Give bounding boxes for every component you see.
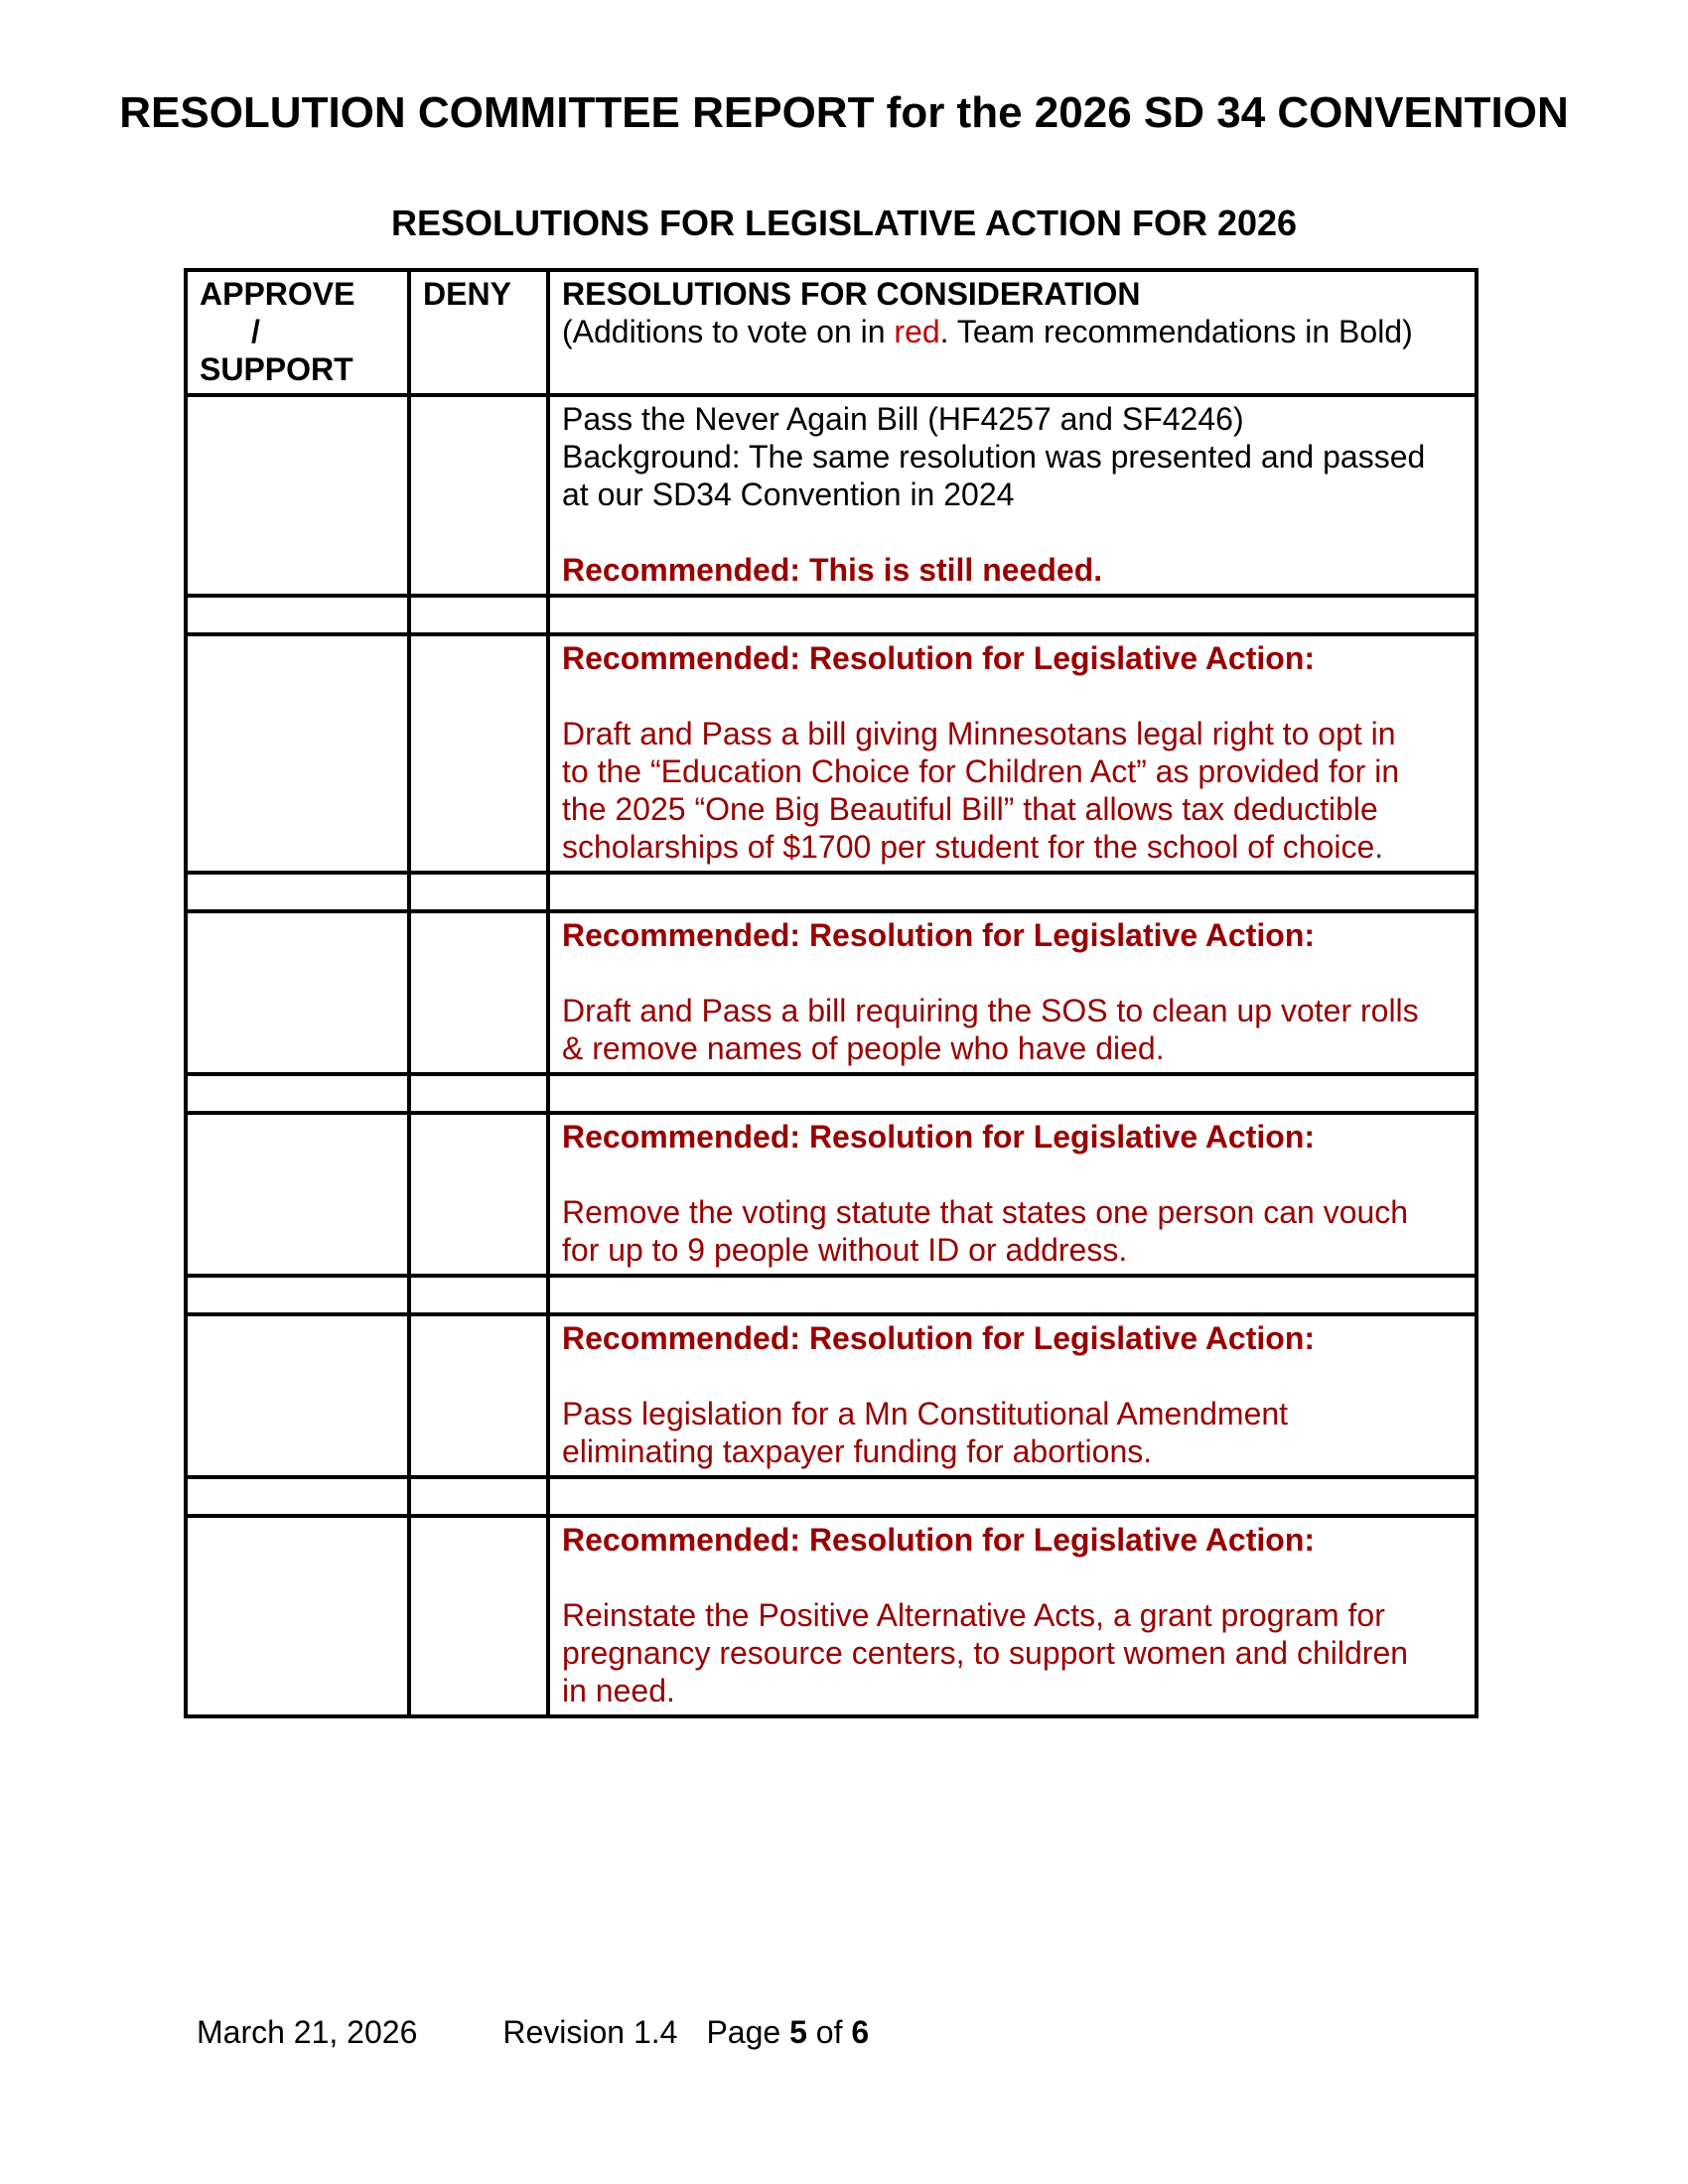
approve-cell (186, 911, 409, 1074)
resolution-line (562, 954, 1463, 992)
approve-cell (186, 1113, 409, 1276)
deny-cell (409, 1516, 548, 1716)
approve-cell (186, 1516, 409, 1716)
spacer-row (186, 1276, 1477, 1314)
resolution-line: Recommended: Resolution for Legislative Action: (562, 1521, 1316, 1558)
note-red-word: red (894, 313, 940, 349)
resolution-cell (548, 873, 1477, 911)
resolution-cell (548, 1113, 1477, 1276)
resolution-line: Draft and Pass a bill giving Minnesotans legal right to opt in (562, 715, 1396, 751)
resolution-line (562, 677, 1463, 715)
approve-cell (186, 634, 409, 873)
resolution-line: Remove the voting statute that states one person can vouch (562, 1193, 1409, 1230)
spacer-row (186, 873, 1477, 911)
approve-header-slash: / (251, 313, 260, 349)
resolution-cell (548, 911, 1477, 1074)
resolution-line: pregnancy resource centers, to support women and children (562, 1634, 1409, 1671)
note-prefix: (Additions to vote on in (562, 313, 895, 349)
spacer-row (186, 596, 1477, 634)
approve-header-line-1: APPROVE (200, 275, 355, 312)
resolution-row (186, 911, 1477, 1074)
page-title: RESOLUTION COMMITTEE REPORT for the 2026 SD 34 CONVENTION (119, 88, 1569, 137)
resolution-line (562, 1559, 1463, 1596)
deny-header-label: DENY (423, 275, 511, 312)
resolution-row (186, 395, 1477, 596)
deny-cell (409, 634, 548, 873)
resolution-line: Reinstate the Positive Alternative Acts, a grant program for (562, 1596, 1385, 1633)
spacer-row (186, 1477, 1477, 1516)
resolution-line: Pass the Never Again Bill (HF4257 and SF4246) (562, 400, 1244, 437)
resolution-line: in need. (562, 1672, 675, 1708)
deny-cell (409, 1074, 548, 1113)
deny-cell (409, 1276, 548, 1314)
deny-cell (409, 395, 548, 596)
footer-revision: Revision 1.4 (502, 2014, 678, 2050)
approve-cell (186, 873, 409, 911)
resolution-row (186, 1314, 1477, 1477)
resolution-line (562, 513, 1463, 551)
resolution-cell (548, 395, 1477, 596)
page-subtitle: RESOLUTIONS FOR LEGISLATIVE ACTION FOR 2026 (390, 202, 1298, 243)
resolution-cell (548, 634, 1477, 873)
deny-cell (409, 596, 548, 634)
resolutions-header-title: RESOLUTIONS FOR CONSIDERATION (562, 275, 1141, 312)
resolution-cell (548, 596, 1477, 634)
resolution-line: Draft and Pass a bill requiring the SOS to clean up voter rolls (562, 992, 1419, 1028)
resolution-line: eliminating taxpayer funding for abortions. (562, 1433, 1153, 1469)
resolution-line: Recommended: Resolution for Legislative Action: (562, 916, 1316, 953)
resolution-line: Recommended: This is still needed. (562, 551, 1103, 588)
resolution-line: at our SD34 Convention in 2024 (562, 476, 1015, 512)
deny-cell (409, 873, 548, 911)
approve-cell (186, 1477, 409, 1516)
resolution-line: Background: The same resolution was presented and passed (562, 438, 1426, 475)
deny-header-cell (409, 270, 548, 395)
approve-header-line-2: SUPPORT (200, 350, 353, 387)
resolution-line: for up to 9 people without ID or address. (562, 1231, 1128, 1268)
footer-date: March 21, 2026 (197, 2014, 418, 2050)
footer-page-number: 5 (789, 2014, 807, 2050)
header-row (186, 270, 1477, 395)
approve-cell (186, 1074, 409, 1113)
footer-page-label: Page (706, 2014, 790, 2050)
resolutions-header-cell (548, 270, 1477, 395)
resolution-cell (548, 1276, 1477, 1314)
resolution-cell (548, 1516, 1477, 1716)
deny-cell (409, 1113, 548, 1276)
spacer-row (186, 1074, 1477, 1113)
resolution-cell (548, 1477, 1477, 1516)
resolution-line: the 2025 “One Big Beautiful Bill” that allows tax deductible (562, 790, 1378, 827)
resolution-line: to the “Education Choice for Children Act” as provided for in (562, 752, 1400, 789)
resolution-line (562, 1156, 1463, 1193)
resolution-line: & remove names of people who have died. (562, 1029, 1165, 1066)
footer-page-info (706, 2014, 869, 2050)
approve-cell (186, 596, 409, 634)
deny-cell (409, 1477, 548, 1516)
approve-header-cell (186, 270, 409, 395)
deny-cell (409, 911, 548, 1074)
resolutions-table-body (186, 395, 1477, 1716)
footer-of-label: of (806, 2014, 852, 2050)
resolution-cell (548, 1074, 1477, 1113)
resolution-row (186, 634, 1477, 873)
approve-cell (186, 1276, 409, 1314)
resolution-line: Recommended: Resolution for Legislative Action: (562, 639, 1316, 676)
approve-cell (186, 1314, 409, 1477)
resolutions-header-note (562, 313, 1463, 350)
resolution-line: Recommended: Resolution for Legislative Action: (562, 1319, 1316, 1356)
page-footer (197, 2013, 869, 2051)
resolution-line (562, 1357, 1463, 1395)
footer-page-total: 6 (851, 2014, 870, 2050)
note-suffix: . Team recommendations in Bold) (939, 313, 1413, 349)
resolutions-table-head (186, 270, 1477, 395)
approve-cell (186, 395, 409, 596)
deny-cell (409, 1314, 548, 1477)
resolution-line: Recommended: Resolution for Legislative Action: (562, 1118, 1316, 1155)
resolution-row (186, 1113, 1477, 1276)
resolution-line: scholarships of $1700 per student for the school of choice. (562, 828, 1384, 865)
resolution-row (186, 1516, 1477, 1716)
resolutions-table (184, 268, 1478, 1718)
resolution-cell (548, 1314, 1477, 1477)
resolution-line: Pass legislation for a Mn Constitutional Amendment (562, 1395, 1289, 1432)
